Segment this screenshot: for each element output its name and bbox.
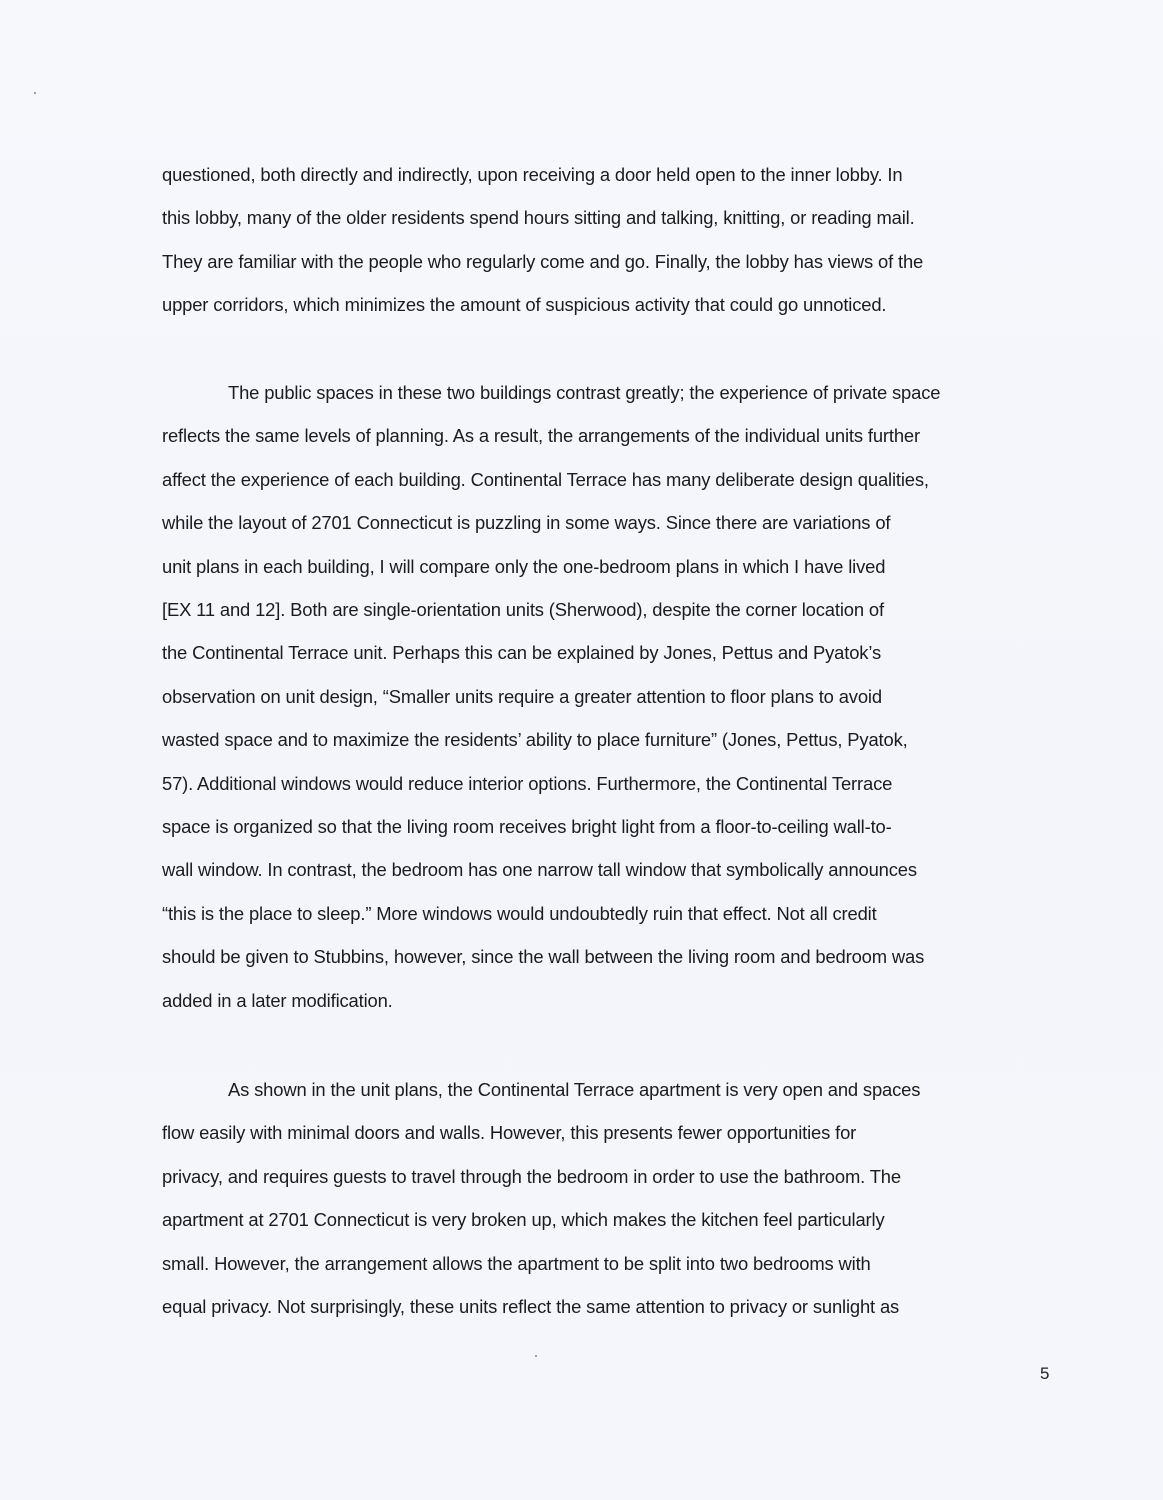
text-line: The public spaces in these two buildings contrast greatly; the experience of private space: [228, 382, 941, 403]
text-line: As shown in the unit plans, the Continental Terrace apartment is very open and spaces: [228, 1079, 921, 1100]
text-line: wall window. In contrast, the bedroom has one narrow tall window that symbolically announces: [162, 859, 917, 881]
text-line: affect the experience of each building. Continental Terrace has many deliberate design qualities,: [162, 468, 929, 490]
paragraph-2: [162, 371, 940, 1022]
text-line: wasted space and to maximize the residents’ ability to place furniture” (Jones, Pettus, Pyatok,: [162, 729, 908, 751]
text-line: space is organized so that the living room receives bright light from a floor-to-ceiling wall-to-: [162, 816, 892, 838]
text-line: reflects the same levels of planning. As a result, the arrangements of the individual units further: [162, 425, 920, 447]
text-line: 57). Additional windows would reduce interior options. Furthermore, the Continental Terrace: [162, 772, 893, 794]
text-line: They are familiar with the people who regularly come and go. Finally, the lobby has views of the: [162, 250, 924, 272]
text-line: privacy, and requires guests to travel through the bedroom in order to use the bathroom. The: [162, 1165, 901, 1187]
text-line: should be given to Stubbins, however, since the wall between the living room and bedroom was: [162, 946, 925, 968]
text-line: the Continental Terrace unit. Perhaps this can be explained by Jones, Pettus and Pyatok’s: [162, 642, 881, 664]
paragraph-1: [162, 153, 923, 327]
scan-speck: [34, 92, 36, 94]
text-line: questioned, both directly and indirectly, upon receiving a door held open to the inner lobby. In: [162, 164, 903, 185]
paragraph-3: [162, 1068, 920, 1328]
text-line: small. However, the arrangement allows the apartment to be split into two bedrooms with: [162, 1252, 871, 1274]
text-line: observation on unit design, “Smaller units require a greater attention to floor plans to avoid: [162, 685, 882, 707]
text-line: [EX 11 and 12]. Both are single-orientation units (Sherwood), despite the corner location of: [162, 599, 884, 621]
text-line: added in a later modification.: [162, 989, 393, 1011]
scan-speck: [535, 1355, 537, 1357]
text-line: while the layout of 2701 Connecticut is puzzling in some ways. Since there are variations of: [162, 512, 891, 534]
text-line: upper corridors, which minimizes the amount of suspicious activity that could go unnoticed.: [162, 294, 887, 316]
text-line: unit plans in each building, I will compare only the one-bedroom plans in which I have lived: [162, 555, 886, 577]
text-line: this lobby, many of the older residents spend hours sitting and talking, knitting, or reading mail.: [162, 207, 915, 229]
text-line: apartment at 2701 Connecticut is very broken up, which makes the kitchen feel particularly: [162, 1209, 885, 1231]
page-number: 5: [1040, 1364, 1050, 1383]
text-line: equal privacy. Not surprisingly, these units reflect the same attention to privacy or sunlight as: [162, 1296, 900, 1318]
text-line: “this is the place to sleep.” More windows would undoubtedly ruin that effect. Not all credit: [162, 902, 877, 924]
text-line: flow easily with minimal doors and walls. However, this presents fewer opportunities for: [162, 1122, 857, 1144]
